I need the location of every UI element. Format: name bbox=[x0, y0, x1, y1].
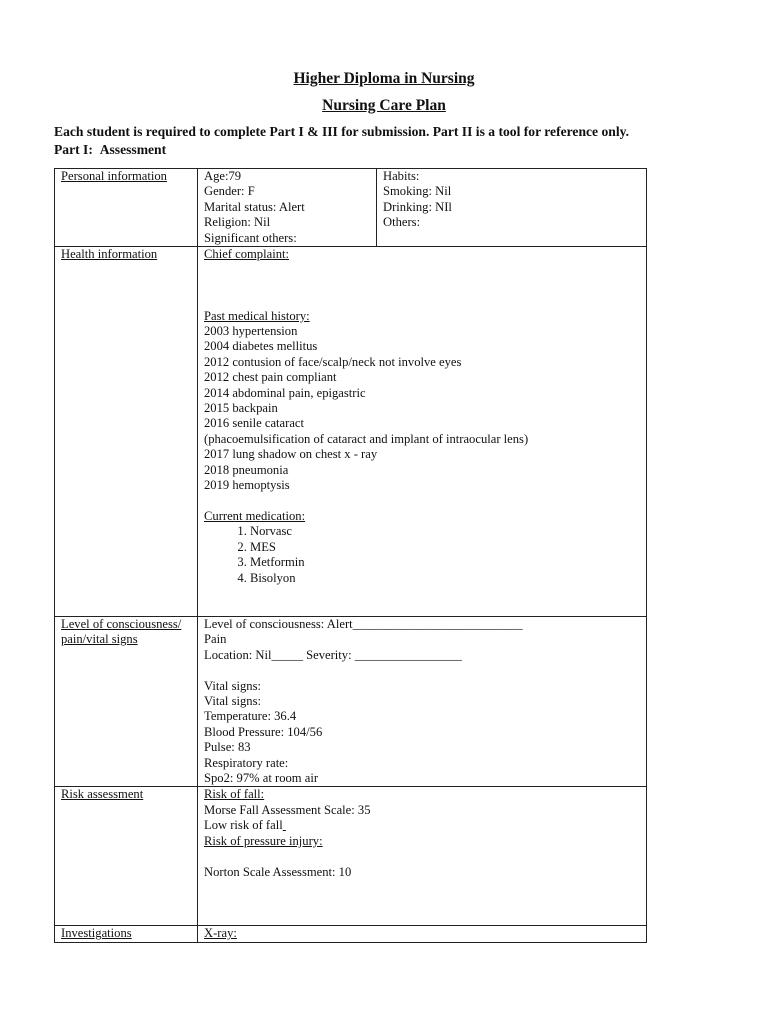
instructions-text: Each student is required to complete Part I & III for submission. Part II is a tool for reference only. bbox=[54, 124, 630, 139]
risk-assessment-row bbox=[55, 787, 647, 926]
consciousness-field: Level of consciousness: Alert___________________________ bbox=[204, 617, 523, 632]
pain-label: Pain bbox=[204, 632, 227, 647]
xray-label: X-ray: bbox=[204, 926, 237, 941]
history-item: (phacoemulsification of cataract and implant of intraocular lens) bbox=[204, 431, 529, 446]
part-heading bbox=[54, 141, 754, 159]
smoking-field: Smoking: Nil bbox=[383, 184, 452, 199]
risk-assessment-label-cell bbox=[55, 787, 198, 926]
part-title: Assessment bbox=[99, 142, 167, 157]
part-label: Part I: bbox=[54, 142, 93, 157]
consciousness-label-cell bbox=[55, 617, 198, 787]
marital-status-field: Marital status: Alert bbox=[204, 199, 305, 214]
personal-details-cell bbox=[198, 169, 377, 247]
health-info-label-cell bbox=[55, 247, 198, 617]
health-info-row bbox=[55, 247, 647, 617]
history-item: 2019 hemoptysis bbox=[204, 478, 290, 493]
pulse-field: Pulse: 83 bbox=[204, 740, 251, 755]
consciousness-label-line2: pain/vital signs bbox=[61, 632, 138, 647]
norton-scale-field: Norton Scale Assessment: 10 bbox=[204, 864, 352, 879]
personal-info-label-cell bbox=[55, 169, 198, 247]
spo2-field: Spo2: 97% at room air bbox=[204, 771, 319, 786]
fall-risk-level-text: Low risk of fall bbox=[204, 818, 283, 833]
history-item: 2016 senile cataract bbox=[204, 416, 304, 431]
current-medication-label: Current medication: bbox=[204, 508, 306, 523]
personal-info-label: Personal information bbox=[61, 169, 167, 183]
history-item: 2015 backpain bbox=[204, 401, 278, 416]
history-item: 2004 diabetes mellitus bbox=[204, 339, 318, 354]
vital-signs-label: Vital signs: bbox=[204, 678, 261, 693]
history-item: 2018 pneumonia bbox=[204, 462, 289, 477]
habits-label: Habits: bbox=[383, 169, 420, 183]
document-subtitle: Nursing Care Plan bbox=[322, 97, 446, 114]
others-field: Others: bbox=[383, 215, 421, 230]
medication-item: 1. Norvasc bbox=[250, 524, 640, 539]
fall-risk-level bbox=[204, 818, 640, 833]
age-field: Age:79 bbox=[204, 169, 242, 183]
investigations-details-cell bbox=[198, 926, 647, 942]
health-details-cell bbox=[198, 247, 647, 617]
history-item: 2014 abdominal pain, epigastric bbox=[204, 385, 366, 400]
history-item: 2012 contusion of face/scalp/neck not involve eyes bbox=[204, 354, 462, 369]
gender-field: Gender: F bbox=[204, 184, 255, 199]
pain-location-severity: Location: Nil_____ Severity: _________________ bbox=[204, 647, 462, 662]
document-title: Higher Diploma in Nursing bbox=[293, 70, 475, 87]
respiratory-rate-field: Respiratory rate: bbox=[204, 755, 289, 770]
risk-of-fall-label: Risk of fall: bbox=[204, 787, 265, 802]
medication-item: 2. MES bbox=[250, 540, 640, 555]
history-item: 2012 chest pain compliant bbox=[204, 370, 337, 385]
assessment-table bbox=[54, 168, 647, 943]
consciousness-label-line1: Level of consciousness/ bbox=[61, 617, 182, 632]
investigations-row bbox=[55, 926, 647, 942]
consciousness-vitals-row bbox=[55, 617, 647, 787]
habits-cell bbox=[377, 169, 647, 247]
significant-others-field: Significant others: bbox=[204, 230, 297, 245]
blood-pressure-field: Blood Pressure: 104/56 bbox=[204, 724, 323, 739]
drinking-field: Drinking: NIl bbox=[383, 199, 452, 214]
medication-list bbox=[204, 524, 640, 586]
chief-complaint-label: Chief complaint: bbox=[204, 247, 289, 262]
investigations-label-cell bbox=[55, 926, 198, 942]
risk-details-cell bbox=[198, 787, 647, 926]
instructions-block bbox=[54, 123, 754, 159]
medication-item: 4. Bisolyon bbox=[250, 571, 640, 586]
morse-scale-field: Morse Fall Assessment Scale: 35 bbox=[204, 802, 371, 817]
investigations-label: Investigations bbox=[61, 926, 132, 941]
temperature-field: Temperature: 36.4 bbox=[204, 709, 297, 724]
vital-signs-label: Vital signs: bbox=[204, 694, 261, 709]
health-info-label: Health information bbox=[61, 247, 158, 262]
consciousness-details-cell bbox=[198, 617, 647, 787]
religion-field: Religion: Nil bbox=[204, 215, 271, 230]
personal-info-row bbox=[55, 169, 647, 247]
risk-assessment-label: Risk assessment bbox=[61, 787, 144, 802]
medication-item: 3. Metformin bbox=[250, 555, 640, 570]
past-medical-history-label: Past medical history: bbox=[204, 308, 310, 323]
pressure-injury-label: Risk of pressure injury: bbox=[204, 833, 323, 848]
history-item: 2003 hypertension bbox=[204, 324, 298, 339]
history-item: 2017 lung shadow on chest x - ray bbox=[204, 447, 378, 462]
